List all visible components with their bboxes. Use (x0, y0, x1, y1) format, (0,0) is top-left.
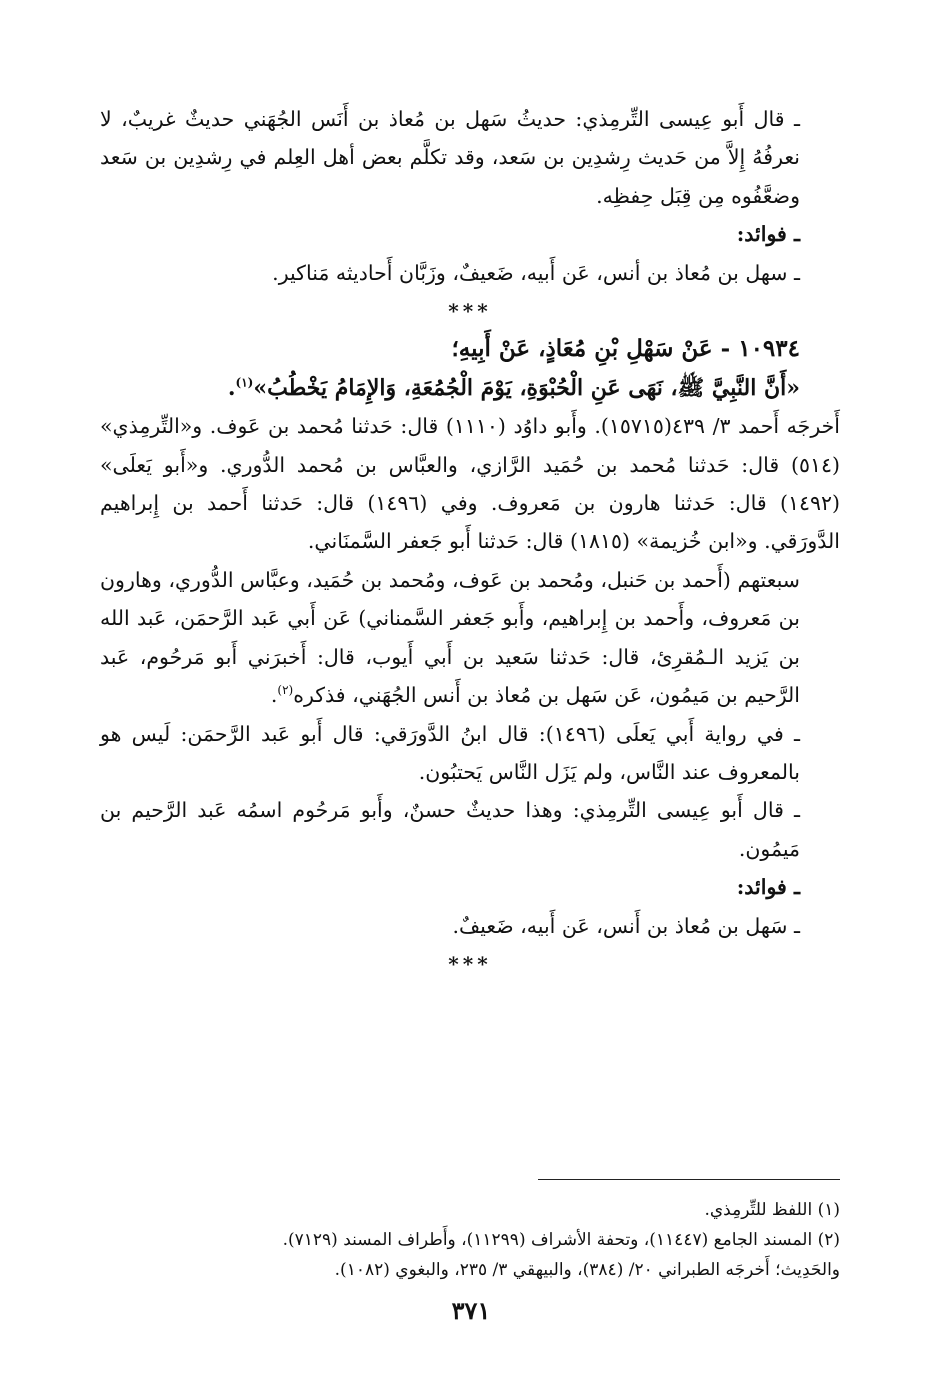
fawaid-heading-2: ـ فوائد: (736, 875, 800, 900)
section-separator-2: *** (448, 951, 492, 976)
tirmidhi-grading-paragraph: ـ قال أَبو عِيسى التِّرمِذي: وهذا حديثٌ حسنٌ، وأَبو مَرحُوم اسمُه عَبد الرَّحيم بن مَيمُون. (100, 798, 800, 861)
fawaid-paragraph: ـ سهل بن مُعاذ بن أنس، عَن أَبيه، ضَعيفٌ، وزَبَّان أَحاديثه مَناكير. (272, 260, 800, 285)
section-separator: *** (448, 299, 492, 324)
hadith-text: «أَنَّ النَّبِيَّ ﷺ، نَهَى عَنِ الْحُبْوَةِ، يَوْمَ الْجُمُعَةِ، وَالإِمَامُ يَخْطُبُ»$^{(١)}$. (227, 374, 800, 401)
isnad-text: سبعتهم (أَحمد بن حَنبل، ومُحمد بن عَوف، ومُحمد بن حُمَيد، وعبَّاس الدُّوري، وهارون بن مَعروف، وأَحمد بن إِبراهيم، وأَبو جَعفر السَّمناني) عَن أَبي عَبد الرَّحمَن، عَبد الله بن يَزيد الـمُقرِئ، قال: حَدثنا سَعيد بن أَبي أَيوب، قال: أَخبرَني أَبو مَرحُوم، عَبد الرَّحيم بن مَيمُون، عَن سَهل بن مُعاذ بن أَنس الجُهَني، فذكره (100, 567, 800, 708)
isnad-paragraph: سبعتهم (أَحمد بن حَنبل، ومُحمد بن عَوف، ومُحمد بن حُمَيد، وعبَّاس الدُّوري، وهارون بن مَعروف، وأَحمد بن إِبراهيم، وأَبو جَعفر السَّمناني) عَن أَبي عَبد الرَّحمَن، عَبد الله بن يَزيد الـمُقرِئ، قال: حَدثنا سَعيد بن أَبي أَيوب، قال: أَخبرَني أَبو مَرحُوم، عَبد الرَّحيم بن مَيمُون، عَن سَهل بن مُعاذ بن أَنس الجُهَني، فذكره$^{(٢)}$. (100, 567, 800, 708)
footnote-reference-1: (١) (235, 375, 254, 390)
main-text (100, 100, 840, 983)
fawaid-heading: ـ فوائد: (736, 222, 800, 247)
tirmidhi-comment-paragraph: ـ قال أَبو عِيسى التِّرمِذي: حديثُ سَهل بن مُعاذ بن أَنَس الجُهَني حديثٌ غريبٌ، لا نعرفُهُ إِلاَّ من حَديث رِشدِين بن سَعد، وقد تكلَّم بعض أهل العِلم في رِشدِين بن سَعد وضعَّفُوه مِن قِبَل حِفظِه. (100, 107, 800, 208)
footnotes (100, 1195, 840, 1285)
hadith-text-body: «أَنَّ النَّبِيَّ ﷺ، نَهَى عَنِ الْحُبْوَةِ، يَوْمَ الْجُمُعَةِ، وَالإِمَامُ يَخْطُبُ» (253, 374, 800, 401)
abu-yala-riwaya-paragraph: ـ في رواية أَبي يَعلَى (١٤٩٦): قال ابنُ الدَّورَقي: قال أَبو عَبد الرَّحمَن: لَيس هو بالمعروف عند النَّاس، ولم يَزَل النَّاس يَحتبُون. (100, 721, 800, 784)
footnote-2-continued: والحَدِيث؛ أَخرجَه الطبراني ٢٠/ (٣٨٤)، والبيهقي ٣/ ٢٣٥، والبغوي (١٠٨٢). (334, 1260, 840, 1280)
page-number: ٣٧١ (451, 1296, 491, 1325)
fawaid-paragraph-2: ـ سَهل بن مُعاذ بن أَنس، عَن أَبيه، ضَعيفٌ. (452, 913, 800, 938)
footnote-1: (١) اللفظ للتِّرمِذي. (704, 1200, 840, 1220)
hadith-number-title: ١٠٩٣٤ - عَنْ سَهْلِ بْنِ مُعَاذٍ، عَنْ أَبِيهِ؛ (451, 335, 800, 363)
takhrij-paragraph: أَخرجَه أَحمد ٣/ ٤٣٩(١٥٧١٥). وأَبو داوُد (١١١٠) قال: حَدثنا مُحمد بن عَوف. و«التِّرمِذي» (٥١٤) قال: حَدثنا مُحمد بن حُمَيد الرَّازي، والعبَّاس بن مُحمد الدُّوري. و«أَبو يَعلَى» (١٤٩٢) قال: حَدثنا هارون بن مَعروف. وفي (١٤٩٦) قال: حَدثنا أَحمد بن إِبراهيم الدَّورَقي. و«ابن خُزيمة» (١٨١٥) قال: حَدثنا أَبو جَعفر السَّمنَاني. (100, 414, 840, 554)
footnote-divider (538, 1179, 840, 1180)
footnote-reference-2: (٢) (277, 683, 294, 698)
footnote-2: (٢) المسند الجامع (١١٤٤٧)، وتحفة الأشراف (١١٢٩٩)، وأَطراف المسند (٧١٢٩). (282, 1230, 840, 1250)
